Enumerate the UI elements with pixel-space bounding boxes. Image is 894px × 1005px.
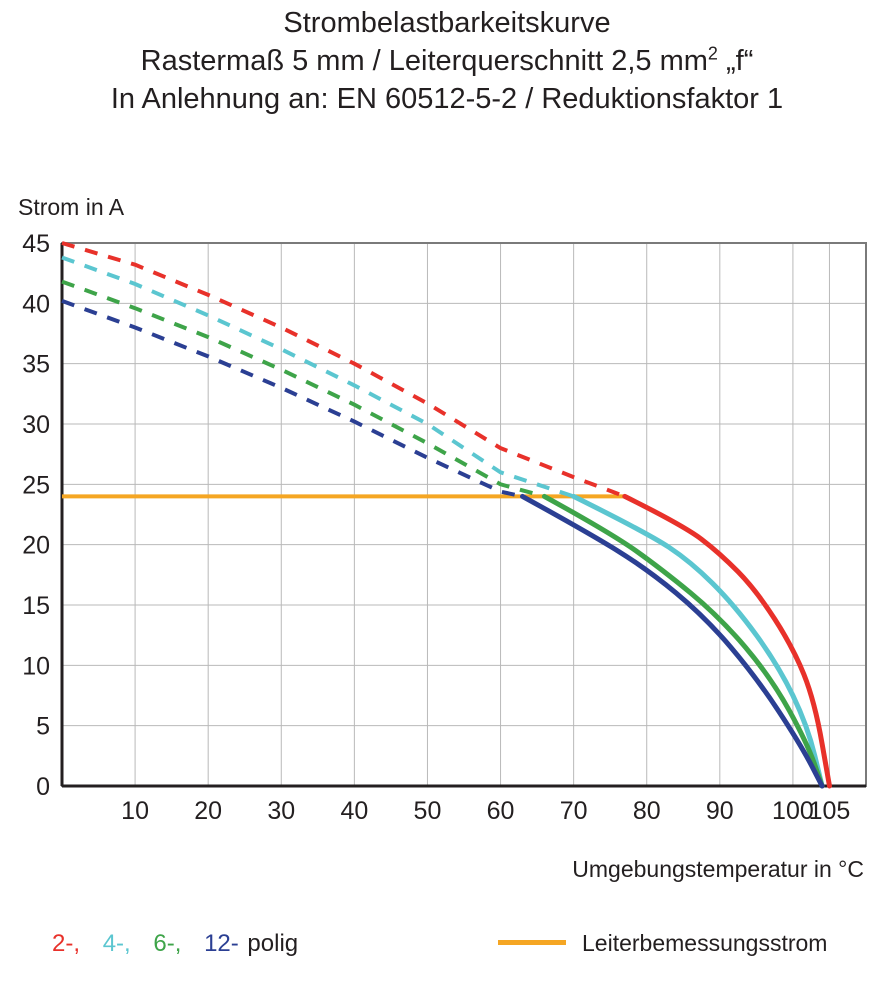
x-tick-label: 50 xyxy=(413,797,442,825)
legend-rated-current-swatch xyxy=(498,940,566,945)
y-tick-label: 45 xyxy=(22,230,50,258)
x-tick-label: 90 xyxy=(705,797,734,825)
x-axis-label: Umgebungstemperatur in °C xyxy=(572,856,864,882)
series-dashed-line xyxy=(62,301,523,497)
legend-pole-2: 2-, xyxy=(52,930,81,957)
legend-pole-12: 12- xyxy=(204,930,239,957)
series-dashed-line xyxy=(62,258,574,497)
chart-title-line-2-main: Rastermaß 5 mm / Leiterquerschnitt 2,5 mm xyxy=(140,45,708,77)
x-tick-label: 100 xyxy=(772,797,814,825)
y-tick-label: 40 xyxy=(22,290,50,319)
y-tick-label: 5 xyxy=(36,712,50,741)
chart-title-line-2-suffix: „f“ xyxy=(717,45,754,77)
legend-pole-4: 4-, xyxy=(102,930,131,957)
x-tick-label: 10 xyxy=(121,797,149,825)
x-tick-label: 30 xyxy=(267,797,296,825)
series-dashed-line xyxy=(62,243,625,496)
legend-pole-6: 6-, xyxy=(153,930,182,957)
y-tick-label: 25 xyxy=(22,471,50,500)
x-tick-label: 70 xyxy=(559,797,588,825)
series-solid-line xyxy=(544,496,822,786)
chart-title-line-3: In Anlehnung an: EN 60512-5-2 / Reduktionsfaktor 1 xyxy=(110,83,784,115)
x-tick-label: 60 xyxy=(486,797,515,825)
chart-title-superscript: 2 xyxy=(707,43,718,64)
plot-frame xyxy=(62,243,866,786)
series-solid-line xyxy=(523,496,823,786)
y-tick-label: 15 xyxy=(22,592,50,620)
y-axis-label: Strom in A xyxy=(18,194,125,220)
y-tick-label: 10 xyxy=(22,652,50,681)
series-solid-line xyxy=(574,496,823,786)
x-tick-label: 40 xyxy=(340,797,369,825)
legend-rated-current-label: Leiterbemessungsstrom xyxy=(582,930,828,956)
x-tick-label: 80 xyxy=(632,797,661,825)
series-dashed-line xyxy=(62,282,544,497)
x-tick-label: 105 xyxy=(808,797,851,825)
y-tick-label: 20 xyxy=(22,531,50,560)
chart-legend xyxy=(0,930,894,990)
y-tick-label: 35 xyxy=(22,350,50,379)
legend-poles xyxy=(52,930,300,958)
y-tick-label: 30 xyxy=(22,411,50,439)
x-tick-label: 20 xyxy=(194,797,223,825)
chart-title-line-1: Strombelastbarkeitskurve xyxy=(283,7,611,39)
y-tick-label: 0 xyxy=(36,773,50,801)
legend-poles-suffix: polig xyxy=(247,930,299,957)
legend-rated-current xyxy=(498,930,827,957)
